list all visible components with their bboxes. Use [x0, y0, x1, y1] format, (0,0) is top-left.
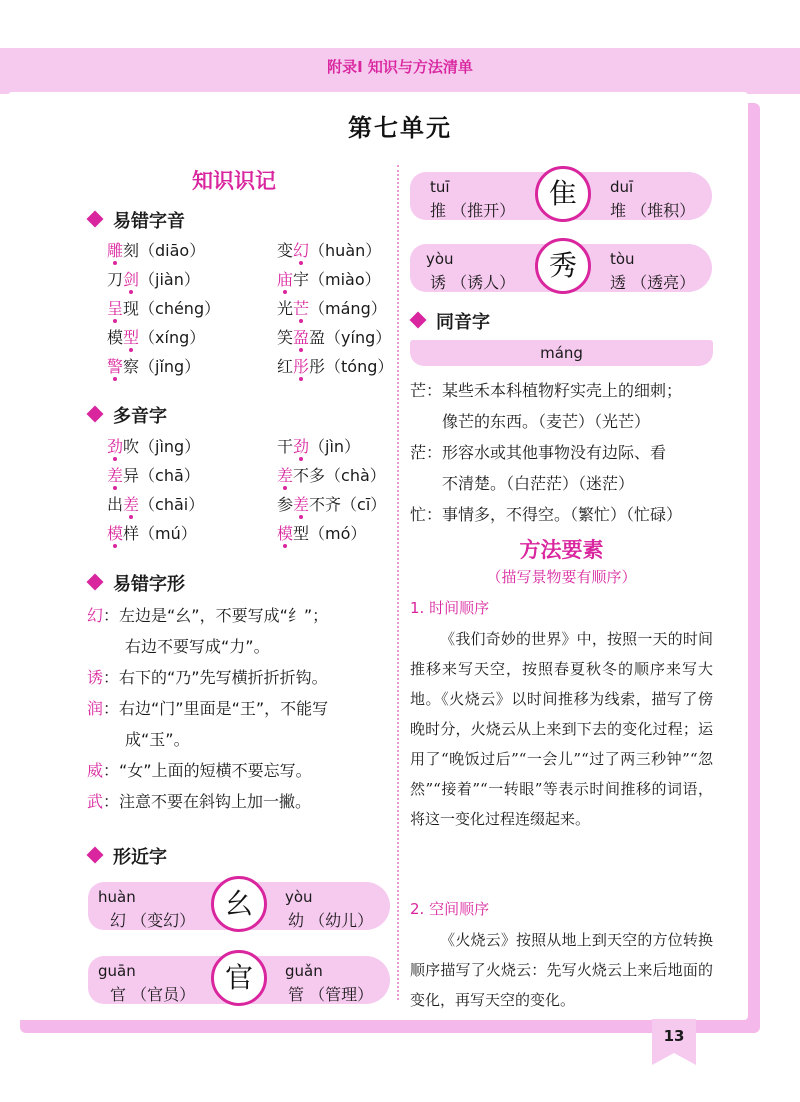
- glyph-note: [87, 600, 387, 631]
- section-title-knowledge: 知识识记: [192, 169, 276, 193]
- entry-text: （jiàn）: [139, 270, 200, 289]
- page-number: 13: [652, 1019, 696, 1053]
- point-heading-time: 1. 时间顺序: [410, 599, 490, 617]
- word-right: 幼 （幼儿）: [288, 911, 374, 930]
- similar-char-pair: [410, 172, 712, 220]
- note-char: 幻: [87, 606, 104, 625]
- note-char: 润: [87, 699, 104, 718]
- word-right: 透 （透亮）: [610, 273, 696, 292]
- entry-text: 变: [277, 241, 294, 260]
- heading-tongyinzi: 同音字: [412, 308, 490, 334]
- pinyin-entry: [107, 298, 277, 320]
- entry-text: 样（mú）: [123, 524, 197, 543]
- diamond-icon: [87, 574, 104, 591]
- pinyin-entry: [107, 494, 277, 516]
- highlighted-char: 彤: [293, 357, 310, 376]
- highlighted-char: 差: [123, 495, 140, 514]
- word-right: 管 （管理）: [288, 985, 374, 1004]
- entry-text: 参: [277, 495, 294, 514]
- word-right: 堆 （堆积）: [610, 201, 696, 220]
- entry-text: 不多（chà）: [293, 466, 386, 485]
- note-text: ：右下的“乃”先写横折折折钩。: [103, 668, 328, 687]
- glyph-note: [87, 755, 387, 786]
- note-char: 诱: [87, 668, 104, 687]
- pinyin-left: tuī: [430, 178, 450, 196]
- pinyin-entry: [107, 465, 277, 487]
- pinyin-left: yòu: [426, 250, 454, 268]
- entry-text: 出: [107, 495, 124, 514]
- paragraph-space-order: 《火烧云》按照从地上到天空的方位转换顺序描写了火烧云：先写火烧云上来后地面的变化，再写天空的变化。: [410, 931, 713, 1009]
- glyph-note: [87, 693, 387, 724]
- yicuo-zixing-list: [87, 600, 387, 817]
- unit-title: 第七单元: [348, 114, 452, 142]
- homophone-definition: 茫：形容水或其他事物没有边际、看: [410, 443, 667, 462]
- word-left: 幻 （变幻）: [110, 911, 196, 930]
- highlighted-char: 警: [107, 357, 124, 376]
- note-text: ：左边是“幺”，不要写成“纟”；: [103, 606, 329, 625]
- pinyin-left: huàn: [98, 888, 136, 906]
- highlighted-char: 差: [277, 466, 294, 485]
- note-char: 武: [87, 792, 104, 811]
- note-char: 威: [87, 761, 104, 780]
- entry-text: 异（chā）: [123, 466, 200, 485]
- highlighted-char: 剑: [123, 270, 140, 289]
- entry-text: （huàn）: [309, 241, 382, 260]
- highlighted-char: 型: [123, 328, 140, 347]
- entry-text: 模: [107, 328, 124, 347]
- highlighted-char: 劲: [107, 437, 124, 456]
- highlighted-char: 劲: [293, 437, 310, 456]
- diamond-icon: [87, 847, 104, 864]
- highlighted-char: 芒: [293, 299, 310, 318]
- word-left: 诱 （诱人）: [430, 273, 516, 292]
- note-text: ：“女”上面的短横不要忘写。: [103, 761, 312, 780]
- entry-text: 光: [277, 299, 294, 318]
- highlighted-char: 差: [293, 495, 310, 514]
- heading-yicuo-zixing: 易错字形: [89, 570, 185, 596]
- shared-component: 官: [211, 950, 267, 1006]
- entry-text: 宇（miào）: [293, 270, 381, 289]
- pinyin-right: duī: [610, 178, 634, 196]
- note-text: ：注意不要在斜钩上加一撇。: [103, 792, 312, 811]
- pinyin-entry: [107, 269, 277, 291]
- note-continuation: 成“玉”。: [125, 730, 190, 749]
- highlighted-char: 庙: [277, 270, 294, 289]
- highlighted-char: 雕: [107, 241, 124, 260]
- point-heading-space: 2. 空间顺序: [410, 900, 490, 918]
- entry-text: （jìn）: [309, 437, 361, 456]
- heading-xingjinzi: 形近字: [89, 843, 167, 869]
- pinyin-entry: [107, 327, 277, 349]
- entry-text: 红: [277, 357, 294, 376]
- homophone-pinyin-band: máng: [410, 340, 713, 366]
- diamond-icon: [87, 406, 104, 423]
- entry-text: 刻（diāo）: [123, 241, 206, 260]
- shared-component: 秀: [535, 238, 591, 294]
- entry-text: 干: [277, 437, 294, 456]
- highlighted-char: 差: [107, 466, 124, 485]
- shared-component: 幺: [211, 876, 267, 932]
- homophone-definitions: [410, 375, 710, 530]
- entry-text: 现（chéng）: [123, 299, 221, 318]
- definition-continuation: 像芒的东西。（麦芒）（光芒）: [442, 412, 651, 431]
- glyph-note: [87, 662, 387, 693]
- note-continuation: 右边不要写成“力”。: [125, 637, 270, 656]
- diamond-icon: [87, 211, 104, 228]
- entry-text: 吹（jìng）: [123, 437, 201, 456]
- entry-text: 刀: [107, 270, 124, 289]
- highlighted-char: 呈: [107, 299, 124, 318]
- running-header: 附录Ⅰ 知识与方法清单: [327, 58, 473, 76]
- entry-text: 型（mó）: [293, 524, 367, 543]
- entry-text: 彤（tóng）: [309, 357, 394, 376]
- similar-char-pair: [88, 882, 390, 930]
- heading-yicuo-ziyin: 易错字音: [89, 207, 185, 233]
- method-subtitle: （描写景物要有顺序）: [486, 568, 637, 586]
- pinyin-left: guān: [98, 962, 136, 980]
- pinyin-right: guǎn: [285, 962, 323, 980]
- entry-text: （chāi）: [139, 495, 205, 514]
- pinyin-right: yòu: [285, 888, 313, 906]
- entry-text: 盈（yíng）: [309, 328, 392, 347]
- word-left: 官 （官员）: [110, 985, 196, 1004]
- similar-char-pair: [88, 956, 390, 1004]
- highlighted-char: 盈: [293, 328, 310, 347]
- pinyin-right: tòu: [610, 250, 635, 268]
- paragraph-time-order: 《我们奇妙的世界》中，按照一天的时间推移来写天空，按照春夏秋冬的顺序来写大地。《火烧云》以时间推移为线索，描写了傍晚时分，火烧云从上来到下去的变化过程；运用了“晚饭过后”“一会儿”“过了两三秒钟”“忽然”“接着”“一转眼”等表示时间推移的词语，将这一变化过程连缀起来。: [410, 630, 713, 828]
- pinyin-entry: [107, 523, 277, 545]
- homophone-definition: 芒：某些禾本科植物籽实壳上的细刺；: [410, 381, 683, 400]
- method-title: 方法要素: [519, 538, 604, 562]
- entry-text: （xíng）: [139, 328, 206, 347]
- heading-duoyinzi: 多音字: [89, 402, 167, 428]
- similar-char-pair: [410, 244, 712, 292]
- highlighted-char: 幻: [293, 241, 310, 260]
- diamond-icon: [410, 312, 427, 329]
- duoyinzi-grid: [107, 436, 447, 545]
- entry-text: （máng）: [309, 299, 387, 318]
- word-left: 推 （推开）: [430, 201, 516, 220]
- pinyin-entry: [107, 436, 277, 458]
- definition-continuation: 不清楚。（白茫茫）（迷茫）: [442, 474, 635, 493]
- shared-component: 隹: [535, 166, 591, 222]
- entry-text: 笑: [277, 328, 294, 347]
- yicuo-ziyin-grid: [107, 240, 447, 378]
- pinyin-entry: [107, 356, 277, 378]
- pinyin-entry: [107, 240, 277, 262]
- note-text: ：右边“门”里面是“王”，不能写: [103, 699, 329, 718]
- highlighted-char: 模: [277, 524, 294, 543]
- highlighted-char: 模: [107, 524, 124, 543]
- homophone-definition: 忙：事情多，不得空。（繁忙）（忙碌）: [410, 505, 683, 524]
- entry-text: 察（jǐng）: [123, 357, 201, 376]
- entry-text: 不齐（cī）: [309, 495, 387, 514]
- glyph-note: [87, 786, 387, 817]
